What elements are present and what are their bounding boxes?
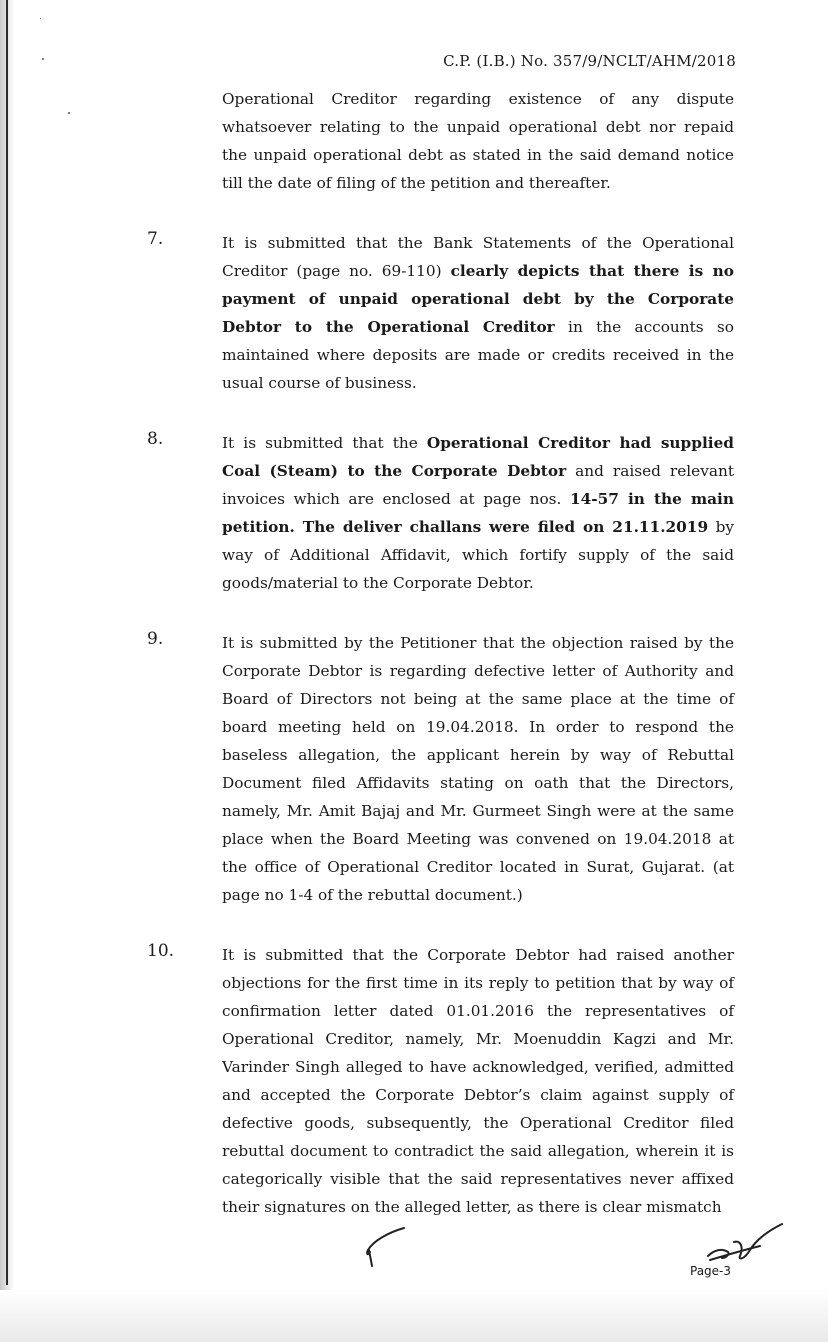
text-run: by way of Additional Affidavit, which fortify supply of the said goods/material to the Corporate Debtor.	[222, 518, 735, 592]
paragraph-text	[222, 229, 734, 397]
scan-speck	[42, 58, 44, 60]
page-number: Page-3	[690, 1264, 732, 1278]
scan-speck	[68, 112, 70, 114]
text-run: It is submitted that the Bank Statements of the Operational Creditor (page no. 69-110)	[222, 234, 734, 280]
paragraph-number: 8.	[147, 429, 164, 449]
case-number: C.P. (I.B.) No. 357/9/NCLT/AHM/2018	[443, 52, 736, 70]
paragraph-text	[222, 85, 734, 197]
paragraph-number: 7.	[147, 229, 164, 249]
page-edge-line	[6, 0, 8, 1285]
text-run: It is submitted that the	[222, 434, 427, 452]
paragraph-text	[222, 629, 734, 909]
paragraph-text	[222, 941, 734, 1221]
paragraph-text	[222, 429, 734, 597]
bold-text-run: Operational Creditor had supplied Coal (Steam) to the Corporate Debtor	[222, 434, 734, 480]
paragraph-number: 9.	[147, 629, 164, 649]
scan-speck	[40, 18, 41, 19]
paragraph-number: 10.	[147, 941, 175, 961]
text-run: It is submitted by the Petitioner that the objection raised by the Corporate Debtor is regarding defective letter of Authority and Board of Directors not being at the same place at the time of board meeting held on 19.04.2018. In order to respond the baseless allegation, the applicant herein by way of Rebuttal Document filed Affidavits stating on oath that the Directors, namely, Mr. Amit Bajaj and Mr. Gurmeet Singh were at the same place when the Board Meeting was convened on 19.04.2018 at the office of Operational Creditor located in Surat, Gujarat. (at page no 1-4 of the rebuttal document.)	[222, 634, 734, 904]
text-run: It is submitted that the Corporate Debtor had raised another objections for the first time in its reply to petition that by way of confirmation letter dated 01.01.2016 the representatives of Operational Creditor, namely, Mr. Moenuddin Kagzi and Mr. Varinder Singh alleged to have acknowledged, verified, admitted and accepted the Corporate Debtor’s claim against supply of defective goods, subsequently, the Operational Creditor filed rebuttal document to contradict the said allegation, wherein it is categorically visible that the said representatives never affixed their signatures on the alleged letter, as there is clear mismatch	[222, 946, 734, 1216]
text-run: and raised relevant invoices which are enclosed at page nos.	[222, 462, 734, 508]
text-run: Operational Creditor regarding existence of any dispute whatsoever relating to the unpaid operational debt nor repaid the unpaid operational debt as stated in the said demand notice till the date of filing of the petition and thereafter.	[222, 90, 734, 192]
scan-bottom-shade	[0, 1290, 828, 1342]
signature	[700, 1220, 790, 1268]
initial-mark	[360, 1222, 410, 1270]
bold-text-run: clearly depicts that there is no payment of unpaid operational debt by the Corporate Debtor to the Operational Creditor	[222, 262, 734, 336]
text-run: in the accounts so maintained where deposits are made or credits received in the usual course of business.	[222, 318, 734, 392]
bold-text-run: 14-57 in the main petition. The deliver challans were filed on 21.11.2019	[222, 490, 734, 536]
